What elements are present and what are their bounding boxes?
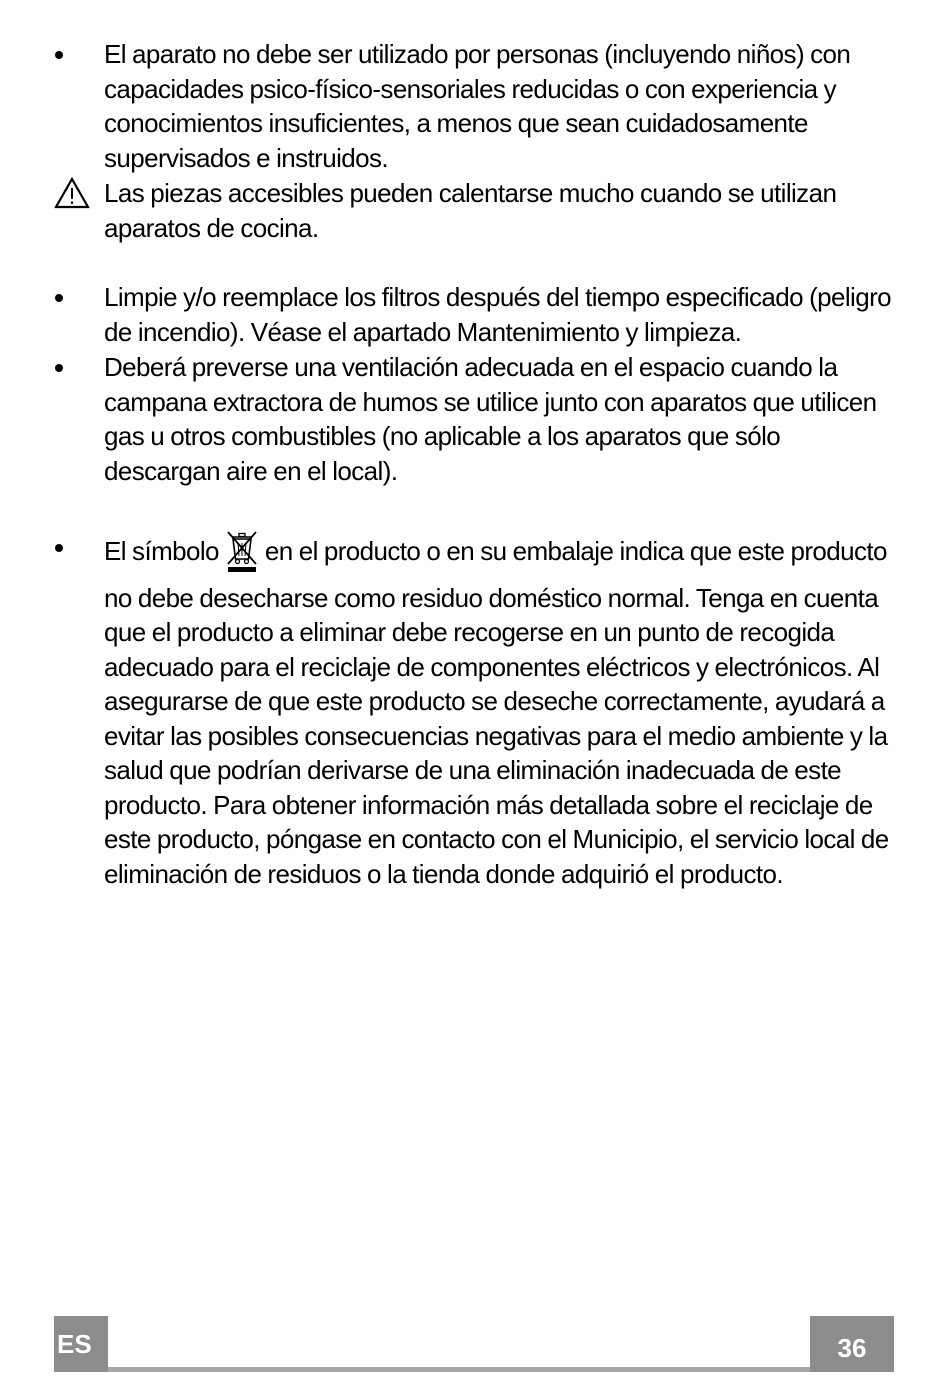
list-item-text: Las piezas accesibles pueden calentarse mucho cuando se utilizan aparatos de cocina.	[104, 178, 837, 243]
footer-divider-line	[54, 1367, 894, 1372]
bullet-dot	[55, 294, 63, 302]
list-item-filters	[104, 280, 894, 349]
warning-triangle-icon	[54, 177, 90, 218]
list-item-weee-disposal	[104, 530, 894, 891]
list-item-hot-parts-warning	[104, 176, 894, 245]
language-badge: ES	[54, 1316, 108, 1372]
list-item-ventilation	[104, 350, 894, 488]
bullet-dot	[55, 51, 63, 59]
page-number-badge: 36	[810, 1316, 894, 1372]
list-item-text: El aparato no debe ser utilizado por personas (incluyendo niños) con capacidades psico-físico-sensoriales reducidas o con experiencia y conocimientos insuficientes, a menos que sean cuidadosamente supervisados e instruidos.	[104, 39, 851, 173]
list-item-text: Limpie y/o reemplace los filtros después del tiempo especificado (peligro de incendio). Véase el apartado Mantenimiento y limpieza.	[104, 282, 892, 347]
bullet-dot	[55, 544, 63, 552]
bullet-dot	[55, 364, 63, 372]
page-footer	[54, 1316, 894, 1372]
crossed-out-wheelie-bin-icon	[223, 530, 261, 581]
list-item-usage-restriction	[104, 37, 894, 175]
list-item-text-before-icon: El símbolo	[104, 536, 219, 566]
list-item-text: Deberá preverse una ventilación adecuada en el espacio cuando la campana extractora de humos se utilice junto con aparatos que utilicen gas u otros combustibles (no aplicable a los aparatos que sólo descargan aire en el local).	[104, 352, 877, 486]
list-item-text-after-icon: en el producto o en su embalaje indica que este producto no debe desecharse como residuo doméstico normal. Tenga en cuenta que el producto a eliminar debe recogerse en un punto de recogida adecuado para el reciclaje de componentes eléctricos y electrónicos. Al asegurarse de que este producto se deseche correctamente, ayudará a evitar las posibles consecuencias negativas para el medio ambiente y la salud que podrían derivarse de una eliminación inadecuada de este producto. Para obtener información más detallada sobre el reciclaje de este producto, póngase en contacto con el Municipio, el servicio local de eliminación de residuos o la tienda donde adquirió el producto.	[104, 536, 889, 889]
